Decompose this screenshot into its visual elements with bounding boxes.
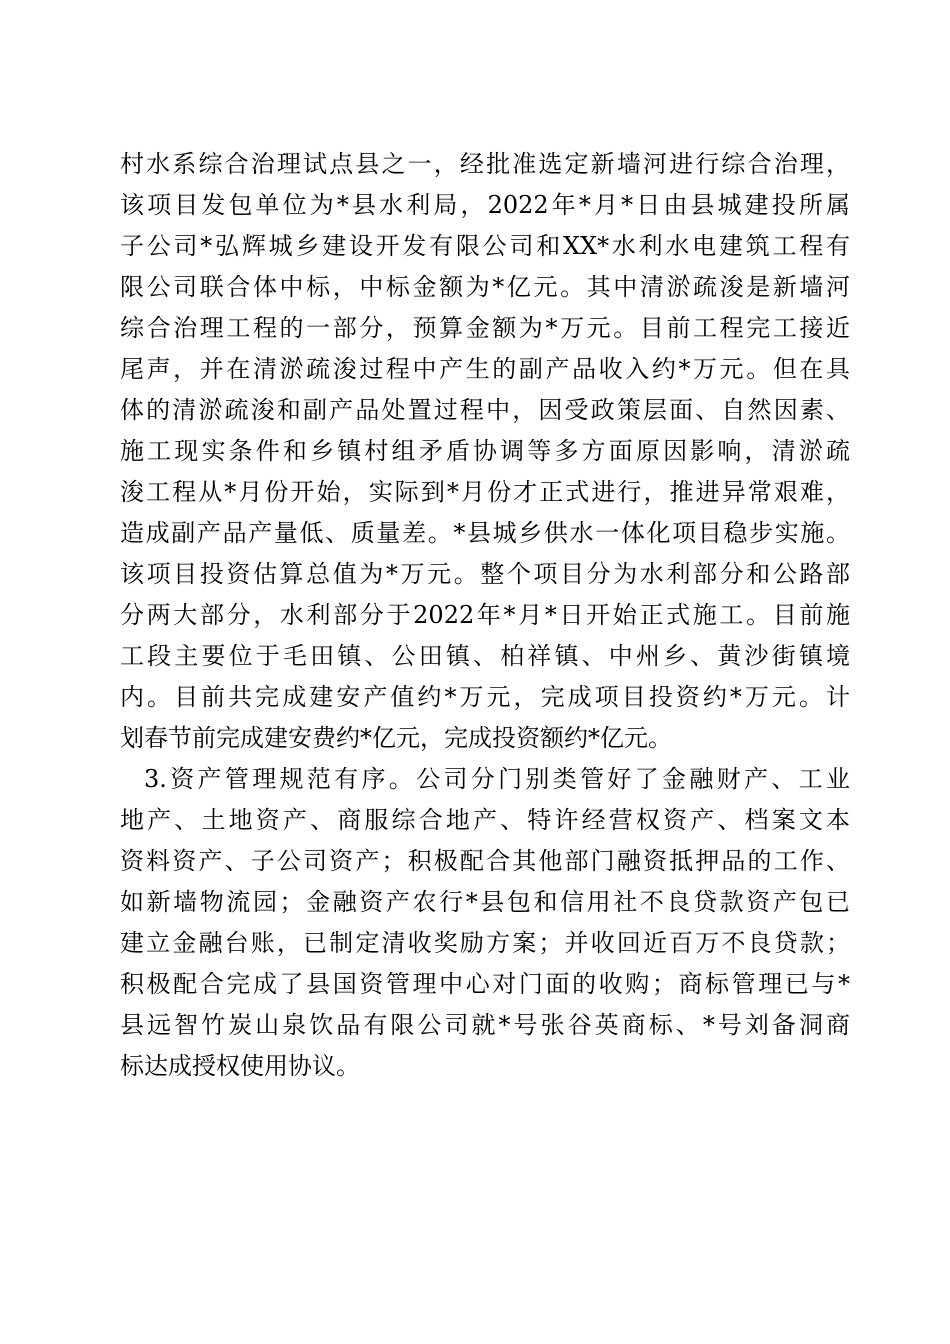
- text-line: 综合治理工程的一部分，预算金额为*万元。目前工程完工接近: [120, 314, 850, 342]
- paragraph-asset-management: [120, 759, 850, 1087]
- text-line: 工段主要位于毛田镇、公田镇、柏祥镇、中州乡、黄沙街镇境: [120, 642, 850, 670]
- text-line: 分两大部分，水利部分于2022年*月*日开始正式施工。目前施: [120, 601, 850, 629]
- text-line: 3.资产管理规范有序。公司分门别类管好了金融财产、工业: [144, 765, 850, 793]
- text-line: 该项目投资估算总值为*万元。整个项目分为水利部分和公路部: [120, 560, 850, 588]
- text-line: 限公司联合体中标，中标金额为*亿元。其中清淤疏浚是新墙河: [120, 273, 850, 301]
- text-line: 尾声，并在清淤疏浚过程中产生的副产品收入约*万元。但在具: [120, 355, 850, 383]
- text-line: 施工现实条件和乡镇村组矛盾协调等多方面原因影响，清淤疏: [120, 437, 850, 465]
- text-line: 该项目发包单位为*县水利局，2022年*月*日由县城建投所属: [120, 191, 850, 219]
- text-line: 地产、土地资产、商服综合地产、特许经营权资产、档案文本: [120, 806, 850, 834]
- text-line: 划春节前完成建安费约*亿元，完成投资额约*亿元。: [120, 724, 672, 752]
- text-line: 浚工程从*月份开始，实际到*月份才正式进行，推进异常艰难，: [120, 478, 850, 506]
- text-line: 子公司*弘辉城乡建设开发有限公司和XX*水利水电建筑工程有: [120, 232, 850, 260]
- paragraph-project-progress: [120, 144, 850, 759]
- text-line: 造成副产品产量低、质量差。*县城乡供水一体化项目稳步实施。: [120, 519, 850, 547]
- text-line: 资料资产、子公司资产；积极配合其他部门融资抵押品的工作、: [120, 847, 850, 875]
- text-line: 如新墙物流园；金融资产农行*县包和信用社不良贷款资产包已: [120, 888, 850, 916]
- text-line: 体的清淤疏浚和副产品处置过程中，因受政策层面、自然因素、: [120, 396, 850, 424]
- text-line: 标达成授权使用协议。: [120, 1052, 360, 1080]
- text-line: 积极配合完成了县国资管理中心对门面的收购；商标管理已与*: [120, 970, 850, 998]
- text-line: 建立金融台账，已制定清收奖励方案；并收回近百万不良贷款；: [120, 929, 850, 957]
- text-line: 村水系综合治理试点县之一，经批准选定新墙河进行综合治理，: [120, 150, 850, 178]
- text-line: 内。目前共完成建安产值约*万元，完成项目投资约*万元。计: [120, 683, 850, 711]
- body-text: [120, 144, 850, 1087]
- text-line: 县远智竹炭山泉饮品有限公司就*号张谷英商标、*号刘备洞商: [120, 1011, 850, 1039]
